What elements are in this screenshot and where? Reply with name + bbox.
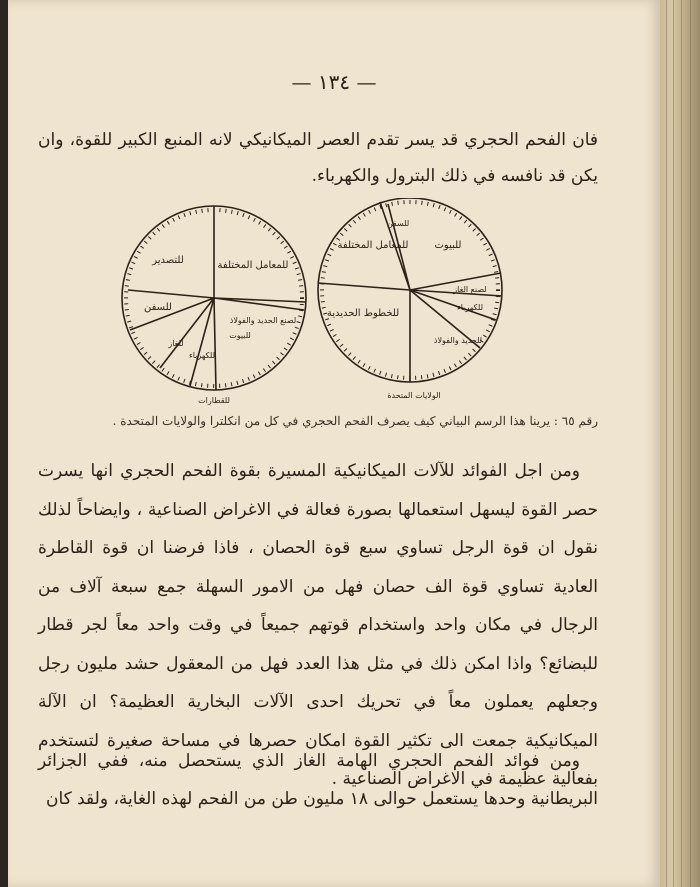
paragraph-2-text: ومن اجل الفوائد للآلات الميكانيكية المسيرة بقوة الفحم الحجري انها يسرت حصر القوة ليسهل استعمالها بصورة فعالة في الاغراض الصناعية ، وايضاحاً لذلك نقول ان قوة الرجل تساوي سبع قوة الحصان ، فاذا فرضنا ان قوة القاطرة العادية تساوي قوة الف حصان فهل من الامور السهلة جمع سبعة آلاف من الرجال في مكان واحد واستخدام قوتهم جميعاً في وقت واحد معاً لجر قطار للبضائع؟ واذا امكن ذلك في مثل هذا العدد فهل من المعقول حشد مليون رجل وجعلهم يعملون معاً في تحريك احدى الآلات البخارية العظيمة؟ ان الآلة الميكانيكية جمعت الى تكثير القوة امكان حصرها في مساحة صغيرة لتستخدم بفعالية عظيمة في الاغراض الصناعية . [38, 461, 599, 789]
figure-caption: رقم ٦٥ : يرينا هذا الرسم البياني كيف يصرف الفحم الحجري في كل من انكلترا والولايات المتحدة . [112, 414, 598, 428]
left-label-trains: للقطارات [198, 396, 230, 405]
right-label-iron: للحديد والفولاذ [433, 336, 483, 345]
left-label-ships: للسفن [144, 302, 172, 313]
book-page [8, 0, 660, 887]
paragraph-1: فان الفحم الحجري قد يسر تقدم العصر الميكانيكي لانه المنبع الكبير للقوة، وان يكن قد نافسه في ذلك البترول والكهرباء. [38, 130, 598, 186]
right-label-houses: للبيوت [434, 240, 462, 251]
page-number: — ١٣٤ — [291, 70, 377, 94]
left-label-iron: لصنع الحديد والفولاذ [229, 316, 297, 325]
right-pie-labels [327, 219, 487, 400]
right-chart-caption-label: الولايات المتحدة [387, 391, 441, 400]
left-label-gas: للغاز [168, 339, 184, 348]
left-label-electricity: للكهرباء [188, 351, 216, 360]
left-label-export: للتصدير [152, 255, 184, 266]
right-label-ships: للسفن [386, 219, 410, 228]
right-label-electricity: للكهرباء [456, 303, 484, 312]
paragraph-3-text: ومن فوائد الفحم الحجري الهامة الغاز الذي يستحصل منه، ففي الجزائر البريطانية وحدها يستعمل حوالى ١٨ مليون طن من الفحم لهذه الغاية، ولقد كان [38, 751, 598, 809]
left-label-factories: للمعامل المختلفة [217, 260, 289, 271]
right-label-railways: للخطوط الحديدية [326, 308, 400, 319]
book-page-edge [660, 0, 700, 887]
left-label-houses: للبيوت [229, 331, 251, 340]
left-pie-chart [122, 206, 306, 390]
right-label-factories: للمعامل المختلفة [337, 240, 409, 251]
paragraph-3 [38, 742, 598, 818]
pie-charts-figure [118, 198, 518, 413]
right-label-gas: لصنع الغاز [453, 285, 487, 294]
left-pie-labels [144, 255, 296, 405]
